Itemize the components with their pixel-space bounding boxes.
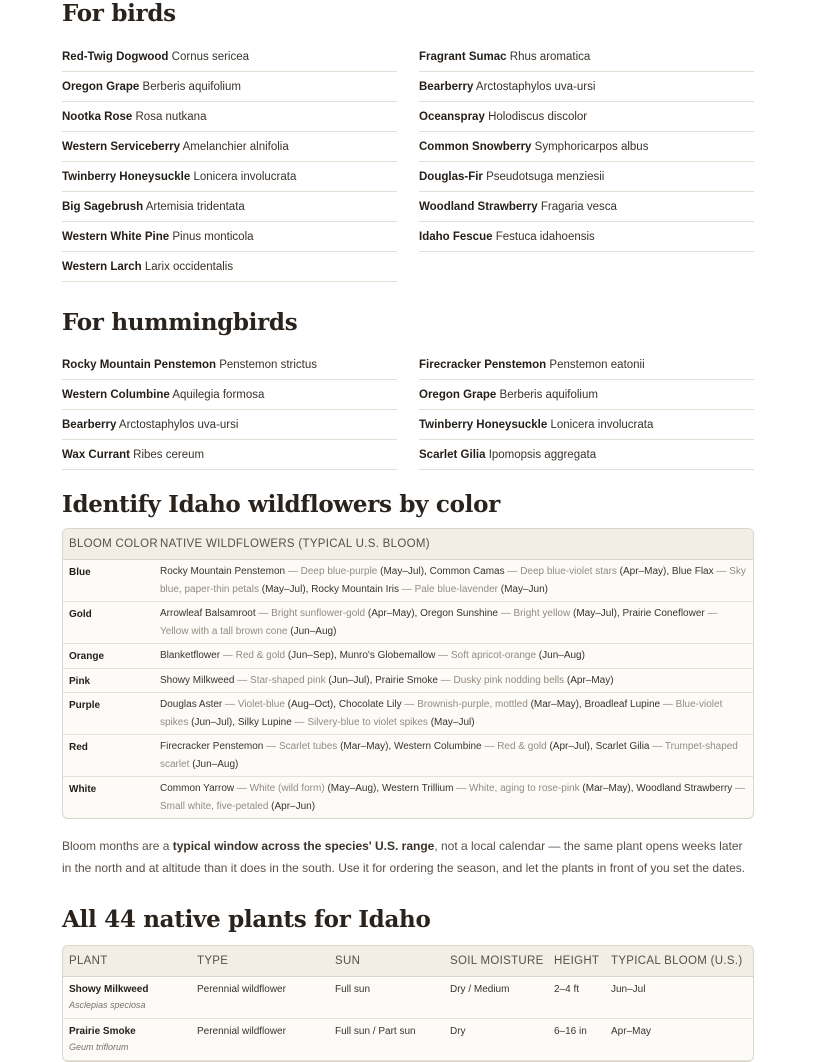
- plant-item: Western Columbine Aquilegia formosa: [62, 380, 397, 410]
- wildflower-name: Douglas Aster: [160, 699, 223, 710]
- all-plants-section: [62, 905, 754, 1062]
- wildflower-name: Western Trillium: [381, 783, 454, 794]
- bloom-color-cell: Orange: [69, 651, 105, 662]
- plant-item: Bearberry Arctostaphylos uva-ursi: [419, 72, 754, 102]
- plant-item: Nootka Rose Rosa nutkana: [62, 102, 397, 132]
- table-row: [63, 1019, 753, 1061]
- wildflower-description: Yellow with a tall brown cone: [160, 625, 288, 637]
- bloom-months: (Mar–May),: [579, 783, 637, 794]
- wildflower-description: Small white, five-petaled: [160, 800, 269, 812]
- wildflower-name: Prairie Smoke: [375, 674, 438, 686]
- sun-cell: Full sun: [335, 984, 371, 995]
- hummingbirds-right-column: [419, 350, 754, 470]
- wildflowers-cell: Blanketflower — Red & gold (Jun–Sep), Munro's Globemallow — Soft apricot-orange (Jun–Aug): [160, 650, 585, 661]
- wildflower-description: Dusky pink nodding bells: [453, 674, 565, 686]
- wildflower-name: Scarlet Gilia: [595, 741, 650, 752]
- bloom-color-cell: Red: [69, 742, 88, 753]
- color-section: [62, 488, 754, 819]
- height-cell: 6–16 in: [554, 1026, 587, 1037]
- plant-item: Oceanspray Holodiscus discolor: [419, 102, 754, 132]
- wildflower-description: Blue-violet spikes: [160, 699, 723, 728]
- plant-item: Rocky Mountain Penstemon Penstemon strictus: [62, 350, 397, 380]
- wildflower-description: Sky blue, paper-thin petals: [160, 566, 746, 595]
- hummingbirds-left-column: [62, 350, 397, 470]
- plant-item: Western Serviceberry Amelanchier alnifolia: [62, 132, 397, 162]
- wildflower-description: Violet-blue: [237, 699, 285, 710]
- wildflower-name: Showy Milkweed: [160, 674, 235, 686]
- plant-item: Twinberry Honeysuckle Lonicera involucrata: [419, 410, 754, 440]
- birds-heading: For birds: [62, 0, 176, 27]
- bloom-cell: Apr–May: [611, 1026, 652, 1037]
- color-row: [63, 777, 753, 818]
- all-plants-table-header: [63, 946, 753, 977]
- wildflower-description: Deep blue-purple: [300, 566, 378, 577]
- bloom-months: (May–Aug),: [324, 783, 382, 794]
- wildflowers-cell: Rocky Mountain Penstemon — Deep blue-purple (May–Jul), Common Camas — Deep blue-violet stars (Apr–May), Blue Flax — Sky blue, paper-thin petals (May–Jul), Rocky Mountain Iris — Pale blue-lavender (May–Jun): [160, 566, 746, 595]
- plant-item: Oregon Grape Berberis aquifolium: [419, 380, 754, 410]
- hummingbirds-heading: For hummingbirds: [62, 309, 298, 336]
- column-header-typical-bloom: TYPICAL BLOOM (U.S.): [611, 955, 743, 967]
- soil-cell: Dry / Medium: [450, 984, 510, 995]
- wildflower-name: Rocky Mountain Penstemon: [160, 566, 286, 577]
- bloom-months: (Jun–Aug): [536, 650, 585, 661]
- bloom-months: (Apr–Jun): [268, 800, 316, 812]
- wildflower-description: Scarlet tubes: [278, 741, 338, 752]
- plant-item: Douglas-Fir Pseudotsuga menziesii: [419, 162, 754, 192]
- bloom-cell: Jun–Jul: [611, 984, 646, 995]
- wildflower-name: Broadleaf Lupine: [584, 699, 661, 710]
- wildflowers-cell: Showy Milkweed — Star-shaped pink (Jun–Jul), Prairie Smoke — Dusky pink nodding bells (Apr–May): [160, 674, 614, 686]
- color-row: [63, 735, 753, 777]
- bloom-months: (May–Jul): [427, 716, 475, 728]
- color-row: [63, 693, 753, 735]
- column-header-plant: PLANT: [69, 955, 108, 967]
- color-row: [63, 560, 753, 602]
- bloom-months: (Jun–Aug): [189, 758, 239, 770]
- wildflower-name: Chocolate Lily: [338, 699, 402, 710]
- bloom-months: (May–Jul),: [258, 583, 312, 595]
- wildflower-name: Blue Flax: [671, 566, 714, 577]
- wildflower-name: Oregon Sunshine: [420, 608, 498, 619]
- wildflower-name: Blanketflower: [160, 650, 221, 661]
- bloom-color-cell: Purple: [69, 700, 101, 711]
- plant-item: Red-Twig Dogwood Cornus sericea: [62, 42, 397, 72]
- all-plants-heading: All 44 native plants for Idaho: [62, 906, 431, 933]
- color-row: [63, 644, 753, 669]
- bloom-months: (Apr–May): [564, 674, 614, 686]
- wildflower-name: Rocky Mountain Iris: [311, 583, 400, 595]
- plant-item: Fragrant Sumac Rhus aromatica: [419, 42, 754, 72]
- sun-cell: Full sun / Part sun: [335, 1026, 416, 1037]
- color-table-header: [63, 529, 753, 560]
- bloom-months: (Aug–Oct),: [284, 699, 339, 710]
- bloom-months: (Apr–May),: [365, 608, 421, 619]
- plant-item: Woodland Strawberry Fragaria vesca: [419, 192, 754, 222]
- wildflower-description: Soft apricot-orange: [450, 650, 537, 661]
- plant-cell: Prairie Smoke Geum triflorum: [69, 1026, 136, 1052]
- type-cell: Perennial wildflower: [197, 984, 286, 995]
- bloom-months: (Apr–Jul),: [546, 741, 596, 752]
- type-cell: Perennial wildflower: [197, 1026, 286, 1037]
- wildflower-description: Red & gold: [235, 650, 286, 661]
- wildflower-description: Star-shaped pink: [250, 674, 326, 686]
- wildflower-description: White (wild form): [249, 783, 325, 794]
- bloom-months: (Jun–Jul),: [325, 674, 376, 686]
- plant-item: Western White Pine Pinus monticola: [62, 222, 397, 252]
- wildflowers-cell: Douglas Aster — Violet-blue (Aug–Oct), Chocolate Lily — Brownish-purple, mottled (Mar–May), Broadleaf Lupine — Blue-violet spikes (Jun–Jul), Silky Lupine — Silvery-blue to violet spikes (May–Jul): [160, 699, 723, 728]
- wildflower-description: Silvery-blue to violet spikes: [307, 716, 428, 728]
- table-row: [63, 977, 753, 1019]
- column-header-soil-moisture: SOIL MOISTURE: [450, 955, 544, 967]
- bloom-color-cell: White: [69, 784, 97, 795]
- height-cell: 2–4 ft: [554, 984, 580, 995]
- wildflower-name: Prairie Coneflower: [622, 608, 705, 619]
- bloom-months: (Mar–May),: [527, 699, 585, 710]
- plant-item: Common Snowberry Symphoricarpos albus: [419, 132, 754, 162]
- color-table: [62, 528, 754, 819]
- wildflower-name: Common Yarrow: [160, 783, 235, 794]
- wildflowers-cell: Common Yarrow — White (wild form) (May–Aug), Western Trillium — White, aging to rose-pink (Mar–May), Woodland Strawberry — Small white, five-petaled (Apr–Jun): [160, 783, 746, 812]
- bloom-color-cell: Pink: [69, 675, 91, 687]
- hummingbirds-section: [62, 306, 754, 470]
- wildflowers-cell: Arrowleaf Balsamroot — Bright sunflower-gold (Apr–May), Oregon Sunshine — Bright yellow (May–Jul), Prairie Coneflower — Yellow with a tall brown cone (Jun–Aug): [160, 608, 718, 637]
- bloom-months: (Apr–May),: [616, 566, 672, 577]
- plant-item: Scarlet Gilia Ipomopsis aggregata: [419, 440, 754, 470]
- plant-item: Western Larch Larix occidentalis: [62, 252, 397, 282]
- birds-left-column: [62, 42, 397, 282]
- wildflower-description: Bright sunflower-gold: [271, 608, 366, 619]
- bloom-months: (Mar–May),: [337, 741, 394, 752]
- column-header-wildflowers: NATIVE WILDFLOWERS (TYPICAL U.S. BLOOM): [160, 538, 430, 550]
- wildflower-name: Silky Lupine: [237, 716, 292, 728]
- wildflower-name: Firecracker Penstemon: [160, 741, 264, 752]
- birds-plant-grid: [62, 42, 754, 282]
- bloom-months: (Jun–Sep),: [285, 650, 340, 661]
- bloom-color-cell: Blue: [69, 567, 91, 578]
- wildflower-name: Munro's Globemallow: [339, 650, 436, 661]
- column-header-bloom-color: BLOOM COLOR: [69, 538, 158, 550]
- bloom-note: Bloom months are a typical window across the species' U.S. range, not a local calendar — the same plant opens weeks later in the north and at altitude than it does in the south. Use it for ordering the season, and let the plants in front of you set the dates.: [62, 839, 746, 875]
- bloom-months: (Jun–Aug): [287, 625, 337, 637]
- column-header-height: HEIGHT: [554, 955, 600, 967]
- plant-item: Big Sagebrush Artemisia tridentata: [62, 192, 397, 222]
- all-plants-table: [62, 945, 754, 1062]
- wildflower-name: Western Columbine: [393, 741, 482, 752]
- plant-item: Idaho Fescue Festuca idahoensis: [419, 222, 754, 252]
- wildflower-description: Red & gold: [497, 741, 547, 752]
- column-header-sun: SUN: [335, 955, 361, 967]
- bloom-months: (May–Jul),: [570, 608, 623, 619]
- hummingbirds-plant-grid: [62, 350, 754, 470]
- plant-cell: Showy Milkweed Asclepias speciosa: [69, 984, 149, 1010]
- color-row: [63, 669, 753, 694]
- wildflower-description: Bright yellow: [513, 608, 571, 619]
- wildflower-description: Deep blue-violet stars: [520, 566, 617, 577]
- wildflower-description: Brownish-purple, mottled: [417, 699, 528, 710]
- wildflower-description: Trumpet-shaped scarlet: [160, 741, 738, 770]
- wildflower-name: Common Camas: [429, 566, 505, 577]
- column-header-type: TYPE: [197, 955, 229, 967]
- birds-right-column: [419, 42, 754, 282]
- color-row: [63, 602, 753, 644]
- plant-item: Firecracker Penstemon Penstemon eatonii: [419, 350, 754, 380]
- color-table-body: [63, 560, 753, 818]
- bloom-months: (May–Jun): [497, 583, 548, 595]
- page: [62, 0, 754, 1062]
- plant-item: Oregon Grape Berberis aquifolium: [62, 72, 397, 102]
- wildflowers-cell: Firecracker Penstemon — Scarlet tubes (Mar–May), Western Columbine — Red & gold (Apr–Jul), Scarlet Gilia — Trumpet-shaped scarlet (Jun–Aug): [160, 741, 738, 770]
- plant-item: Twinberry Honeysuckle Lonicera involucrata: [62, 162, 397, 192]
- soil-cell: Dry: [450, 1026, 466, 1037]
- bloom-months: (Jun–Jul),: [188, 716, 238, 728]
- bloom-months: (May–Jul),: [377, 566, 430, 577]
- plant-item: Wax Currant Ribes cereum: [62, 440, 397, 470]
- bloom-color-cell: Gold: [69, 609, 92, 620]
- wildflower-description: Pale blue-lavender: [414, 583, 498, 595]
- color-heading: Identify Idaho wildflowers by color: [62, 491, 500, 518]
- plant-item: Bearberry Arctostaphylos uva-ursi: [62, 410, 397, 440]
- wildflower-name: Woodland Strawberry: [636, 783, 733, 794]
- wildflower-description: White, aging to rose-pink: [469, 783, 580, 794]
- wildflower-name: Arrowleaf Balsamroot: [160, 608, 256, 619]
- birds-section: [62, 0, 754, 282]
